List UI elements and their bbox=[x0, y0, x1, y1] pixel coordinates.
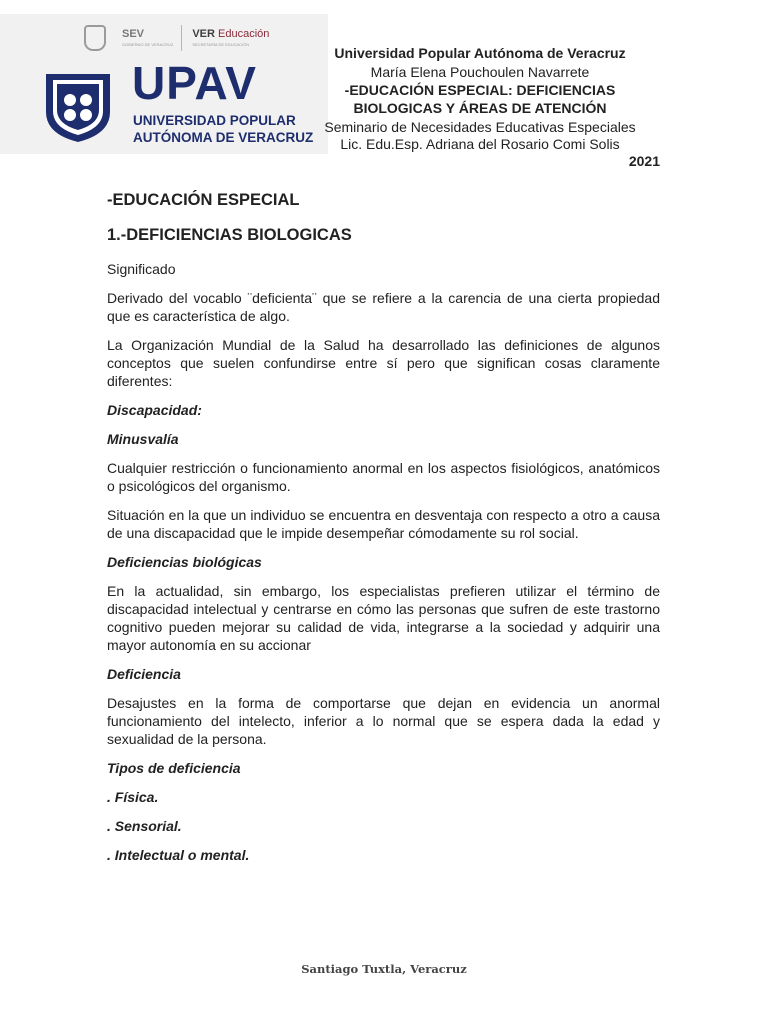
upav-logo-text: UPAV bbox=[132, 57, 257, 109]
logo-divider bbox=[181, 25, 182, 51]
footer-location: Santiago Tuxtla, Veracruz bbox=[301, 962, 467, 976]
header-teacher: Lic. Edu.Esp. Adriana del Rosario Comi Solis bbox=[340, 136, 620, 152]
sev-label: SEV bbox=[122, 28, 145, 40]
header-year: 2021 bbox=[628, 153, 660, 169]
upav-shield-icon bbox=[44, 72, 112, 144]
header-university: Universidad Popular Autónoma de Veracruz bbox=[334, 45, 626, 61]
subheading-deficiencias-biologicas: Deficiencias biológicas bbox=[107, 554, 262, 570]
subheading-deficiencia: Deficiencia bbox=[107, 666, 181, 682]
header-author: María Elena Pouchoulen Navarrete bbox=[370, 64, 590, 80]
paragraph-restriccion: Cualquier restricción o funcionamiento anormal en los aspectos fisiológicos, anatómicos o psicológicos del organismo. bbox=[107, 460, 660, 494]
government-logos bbox=[84, 22, 269, 54]
sev-logo bbox=[122, 29, 173, 47]
list-item-fisica: . Física. bbox=[107, 789, 159, 805]
educacion-label: Educación bbox=[218, 28, 270, 40]
logo-university-line2: AUTÓNOMA DE VERACRUZ bbox=[133, 130, 314, 145]
list-item-sensorial: . Sensorial. bbox=[107, 818, 182, 834]
header-title-line2: BIOLOGICAS Y ÁREAS DE ATENCIÓN bbox=[353, 100, 607, 116]
paragraph-derivado: Derivado del vocablo ¨deficienta¨ que se refiere a la carencia de una cierta propiedad que es característica de algo. bbox=[107, 290, 660, 324]
paragraph-oms: La Organización Mundial de la Salud ha desarrollado las definiciones de algunos conceptos que suelen confundirse entre sí pero que significan cosas claramente diferentes: bbox=[107, 337, 660, 389]
paragraph-desajustes: Desajustes en la forma de comportarse que dejan en evidencia un anormal funcionamiento del intelecto, inferior a lo normal que se espera dada la edad y sexualidad de la persona. bbox=[107, 695, 660, 747]
heading-deficiencias-biologicas: 1.-DEFICIENCIAS BIOLOGICAS bbox=[107, 226, 352, 244]
heading-educacion-especial: -EDUCACIÓN ESPECIAL bbox=[107, 191, 300, 209]
header-title-line1: -EDUCACIÓN ESPECIAL: DEFICIENCIAS bbox=[344, 82, 616, 98]
list-item-intelectual: . Intelectual o mental. bbox=[107, 847, 250, 863]
subheading-discapacidad: Discapacidad: bbox=[107, 402, 202, 418]
sev-sublabel: GOBIERNO DE VERACRUZ bbox=[122, 42, 174, 47]
paragraph-situacion: Situación en la que un individuo se encuentra en desventaja con respecto a otro a causa de una discapacidad que le impide desempeñar cómodamente su rol social. bbox=[107, 507, 660, 541]
veracruz-seal-icon bbox=[84, 25, 106, 51]
document-body bbox=[107, 190, 660, 875]
subheading-minusvalia: Minusvalía bbox=[107, 431, 179, 447]
ver-educacion-logo bbox=[192, 29, 269, 47]
ver-sublabel: SECRETARÍA DE EDUCACIÓN bbox=[192, 42, 250, 47]
header-course: Seminario de Necesidades Educativas Especiales bbox=[324, 119, 636, 135]
paragraph-significado: Significado bbox=[107, 261, 176, 277]
logo-university-line1: UNIVERSIDAD POPULAR bbox=[133, 113, 296, 128]
paragraph-actualidad: En la actualidad, sin embargo, los especialistas prefieren utilizar el término de discapacidad intelectual y centrarse en cómo las personas que sufren de este trastorno cognitivo pueden mejorar su calidad de vida, integrarse a la sociedad y adquirir una mayor autonomía en su accionar bbox=[107, 583, 660, 653]
ver-label: VER bbox=[192, 28, 215, 40]
subheading-tipos-deficiencia: Tipos de deficiencia bbox=[107, 760, 241, 776]
university-logo-block bbox=[0, 14, 328, 154]
